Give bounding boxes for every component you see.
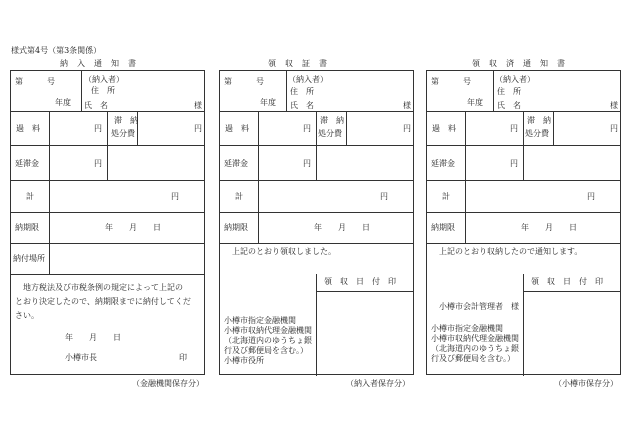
field-address: 住 所 (91, 86, 115, 95)
notice-line-2: とおり決定したので、納期限までに納付してくだ (15, 297, 191, 306)
field-total: 計 (235, 192, 243, 201)
stamp-header: 領 収 日 付 印 (324, 277, 396, 286)
yen-disp: 円 (194, 124, 202, 133)
field-fine: 過 料 (16, 124, 40, 133)
field-number: 第 号 (224, 77, 264, 86)
yen-total: 円 (587, 192, 595, 201)
field-name: 氏 名 (84, 101, 108, 110)
field-sama: 様 (403, 101, 411, 110)
field-late-fee: 延滞金 (15, 159, 39, 168)
field-deadline: 納期限 (224, 223, 248, 232)
yen-total: 円 (380, 192, 388, 201)
field-total: 計 (442, 192, 450, 201)
stamp-header: 領 収 日 付 印 (531, 277, 603, 286)
field-sama: 様 (610, 101, 618, 110)
field-year: 年度 (55, 98, 71, 107)
notice-line-1: 地方税法及び市税条例の規定によって上記の (23, 283, 183, 292)
mayor: 小樽市長 (65, 353, 97, 362)
yen-disp: 円 (610, 124, 618, 133)
form-ryoshu-shosho (219, 70, 414, 375)
title-nonyu-tsuchisho: 納入通知書 (60, 59, 145, 68)
deadline-date: 年 月 日 (105, 223, 161, 232)
field-pay-place: 納付場所 (13, 254, 45, 263)
yen-total: 円 (171, 192, 179, 201)
field-fine: 過 料 (225, 124, 249, 133)
field-payer: （納入者） (495, 75, 535, 84)
notice-line-3: さい。 (15, 311, 39, 320)
field-sama: 様 (194, 101, 202, 110)
form-nonyu-tsuchisho (10, 70, 205, 375)
yen-fine: 円 (94, 124, 102, 133)
yen-fine: 円 (510, 124, 518, 133)
yen-disp: 円 (403, 124, 411, 133)
field-deadline: 納期限 (15, 223, 39, 232)
receipt-text: 上記のとおり収納したので通知します。 (439, 247, 583, 256)
field-late-fee: 延滞金 (431, 159, 455, 168)
field-address: 住 所 (497, 87, 521, 96)
field-delinq: 滞 納 (527, 116, 551, 125)
bank-line-3: （北海道内のゆうちょ銀 (431, 344, 519, 353)
footer-city-copy: （小樽市保存分） (554, 379, 618, 388)
receipt-text: 上記のとおり領収しました。 (232, 247, 336, 256)
yen-fine: 円 (303, 124, 311, 133)
footer-bank-copy: （金融機関保存分） (132, 379, 204, 388)
yen-late: 円 (94, 159, 102, 168)
field-year: 年度 (467, 98, 483, 107)
field-number: 第 号 (431, 77, 471, 86)
bank-line-5: 小樽市役所 (224, 356, 264, 365)
bank-line-4: 行及び郵便局を含む。） (224, 346, 308, 355)
yen-late: 円 (510, 159, 518, 168)
bank-line-2: 小樽市収納代理金融機関 (224, 326, 312, 335)
seal-mark: 印 (179, 353, 187, 362)
bank-line-4: 行及び郵便局を含む。） (431, 354, 515, 363)
bank-line-3: （北海道内のゆうちょ銀 (224, 336, 312, 345)
field-fine: 過 料 (432, 124, 456, 133)
field-disp-fee: 処分費 (525, 129, 549, 138)
form-ryoshuzumi-tsuchisho (426, 70, 621, 375)
field-delinq: 滞 納 (320, 116, 344, 125)
issue-date: 年 月 日 (65, 333, 121, 342)
title-ryoshu-shosho: 領収証書 (268, 59, 336, 68)
field-year: 年度 (260, 98, 276, 107)
field-payer: （納入者） (288, 75, 328, 84)
deadline-date: 年 月 日 (521, 223, 577, 232)
field-late-fee: 延滞金 (224, 159, 248, 168)
bank-line-2: 小樽市収納代理金融機関 (431, 334, 519, 343)
field-disp-fee: 処分費 (318, 129, 342, 138)
yen-late: 円 (303, 159, 311, 168)
field-total: 計 (26, 192, 34, 201)
field-name: 氏 名 (497, 101, 521, 110)
field-address: 住 所 (290, 87, 314, 96)
deadline-date: 年 月 日 (314, 223, 370, 232)
bank-line-1: 小樽市指定金融機関 (431, 324, 503, 333)
manager: 小樽市会計管理者 様 (439, 302, 519, 311)
field-name: 氏 名 (290, 101, 314, 110)
title-ryoshuzumi-tsuchisho: 領収済通知書 (472, 59, 574, 68)
field-deadline: 納期限 (431, 223, 455, 232)
form-number: 様式第4号（第3条関係） (11, 46, 102, 55)
footer-payer-copy: （納入者保存分） (346, 379, 410, 388)
bank-line-1: 小樽市指定金融機関 (224, 316, 296, 325)
field-disp-fee: 処分費 (111, 129, 135, 138)
field-delinq: 滞 納 (114, 116, 138, 125)
field-payer: （納入者） (84, 75, 124, 84)
field-number: 第 号 (15, 77, 55, 86)
